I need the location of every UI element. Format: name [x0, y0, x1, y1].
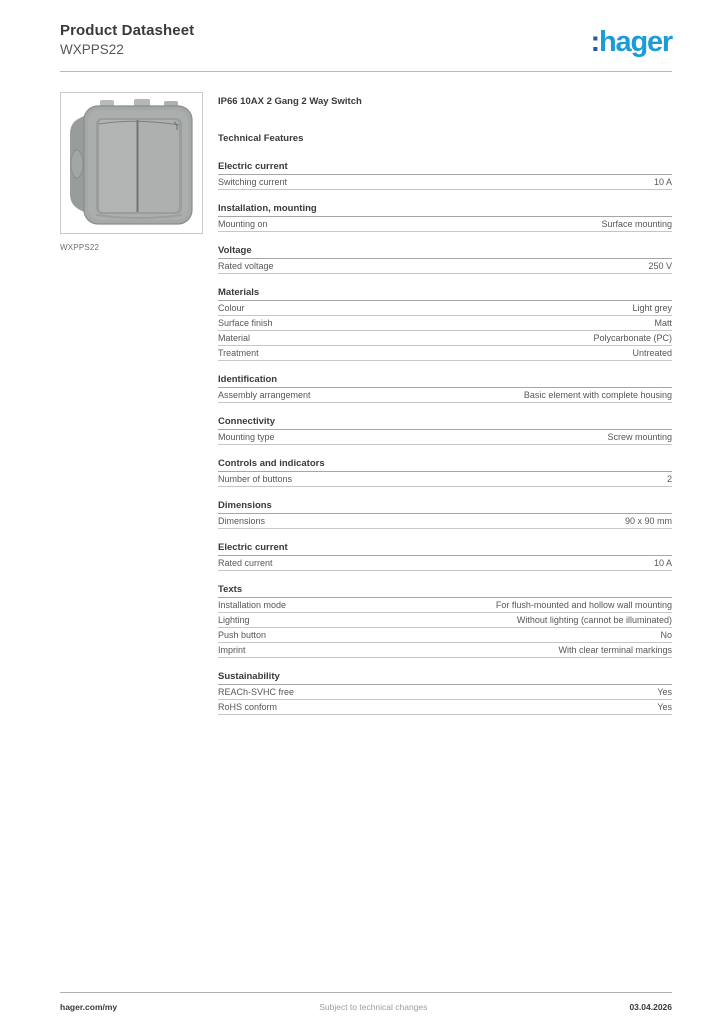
page-title: Product Datasheet: [60, 22, 195, 39]
spec-section: [218, 161, 672, 190]
spec-value: 10 A: [653, 558, 672, 568]
spec-label: Colour: [218, 303, 245, 313]
spec-row: [218, 613, 672, 628]
spec-row: [218, 316, 672, 331]
section-heading: Materials: [218, 287, 672, 301]
spec-label: Rated voltage: [218, 261, 274, 271]
spec-value: Untreated: [632, 348, 672, 358]
spec-value: 10 A: [653, 177, 672, 187]
spec-value: Light grey: [632, 303, 672, 313]
spec-label: Installation mode: [218, 600, 287, 610]
spec-value: With clear terminal markings: [558, 645, 672, 655]
spec-section: [218, 671, 672, 715]
spec-value: For flush-mounted and hollow wall mounting: [495, 600, 672, 610]
header-divider: [60, 71, 672, 72]
spec-value: Screw mounting: [607, 432, 672, 442]
logo-text: hager: [599, 26, 672, 58]
spec-value: Matt: [654, 318, 672, 328]
section-heading: Texts: [218, 584, 672, 598]
spec-label: Switching current: [218, 177, 288, 187]
spec-value: Surface mounting: [601, 219, 672, 229]
spec-row: [218, 514, 672, 529]
spec-section: [218, 203, 672, 232]
spec-sections: [218, 161, 672, 715]
spec-label: Number of buttons: [218, 474, 293, 484]
spec-value: Without lighting (cannot be illuminated): [516, 615, 672, 625]
section-heading: Electric current: [218, 542, 672, 556]
product-switch-image: [66, 98, 197, 228]
spec-row: [218, 217, 672, 232]
spec-label: Material: [218, 333, 251, 343]
page-footer: [60, 992, 672, 1012]
spec-row: [218, 331, 672, 346]
spec-label: Imprint: [218, 645, 246, 655]
section-heading: Electric current: [218, 161, 672, 175]
section-heading: Installation, mounting: [218, 203, 672, 217]
spec-value: Polycarbonate (PC): [593, 333, 672, 343]
spec-row: [218, 685, 672, 700]
spec-label: Treatment: [218, 348, 259, 358]
footer-date: 03.04.2026: [629, 1002, 672, 1012]
section-heading: Identification: [218, 374, 672, 388]
spec-label: Push button: [218, 630, 267, 640]
footer-disclaimer: Subject to technical changes: [319, 1002, 428, 1012]
section-heading: Voltage: [218, 245, 672, 259]
spec-value: 90 x 90 mm: [624, 516, 672, 526]
section-heading: Sustainability: [218, 671, 672, 685]
spec-label: Rated current: [218, 558, 273, 568]
spec-row: [218, 472, 672, 487]
hager-logo: [591, 28, 672, 57]
spec-row: [218, 388, 672, 403]
page-header: [60, 0, 672, 57]
spec-row: [218, 598, 672, 613]
spec-row: [218, 430, 672, 445]
spec-column: [218, 92, 672, 728]
spec-value: 2: [666, 474, 672, 484]
spec-label: Surface finish: [218, 318, 273, 328]
product-reference: WXPPS22: [60, 42, 124, 57]
section-heading: Dimensions: [218, 500, 672, 514]
product-image-frame: [60, 92, 203, 234]
spec-label: RoHS conform: [218, 702, 278, 712]
spec-section: [218, 245, 672, 274]
spec-label: Mounting on: [218, 219, 268, 229]
spec-section: [218, 416, 672, 445]
spec-section: [218, 287, 672, 361]
spec-value: 250 V: [648, 261, 672, 271]
technical-features-heading: Technical Features: [218, 133, 304, 144]
spec-row: [218, 643, 672, 658]
spec-section: [218, 500, 672, 529]
spec-row: [218, 259, 672, 274]
spec-value: Yes: [657, 702, 672, 712]
spec-row: [218, 700, 672, 715]
spec-row: [218, 556, 672, 571]
spec-row: [218, 346, 672, 361]
section-heading: Connectivity: [218, 416, 672, 430]
spec-row: [218, 175, 672, 190]
product-image-caption: WXPPS22: [60, 243, 100, 252]
footer-website: hager.com/my: [60, 1002, 118, 1012]
spec-value: Yes: [657, 687, 672, 697]
product-title: IP66 10AX 2 Gang 2 Way Switch: [218, 96, 362, 107]
spec-section: [218, 542, 672, 571]
spec-label: Lighting: [218, 615, 250, 625]
spec-row: [218, 301, 672, 316]
spec-value: Basic element with complete housing: [523, 390, 672, 400]
spec-section: [218, 458, 672, 487]
section-heading: Controls and indicators: [218, 458, 672, 472]
main-content: [60, 92, 672, 728]
spec-section: [218, 374, 672, 403]
spec-row: [218, 628, 672, 643]
spec-label: Assembly arrangement: [218, 390, 311, 400]
header-titles: [60, 22, 194, 57]
spec-label: REACh-SVHC free: [218, 687, 295, 697]
spec-label: Mounting type: [218, 432, 275, 442]
spec-section: [218, 584, 672, 658]
product-image-column: [60, 92, 203, 728]
spec-value: No: [660, 630, 672, 640]
logo-colon: :: [590, 26, 600, 58]
spec-label: Dimensions: [218, 516, 266, 526]
